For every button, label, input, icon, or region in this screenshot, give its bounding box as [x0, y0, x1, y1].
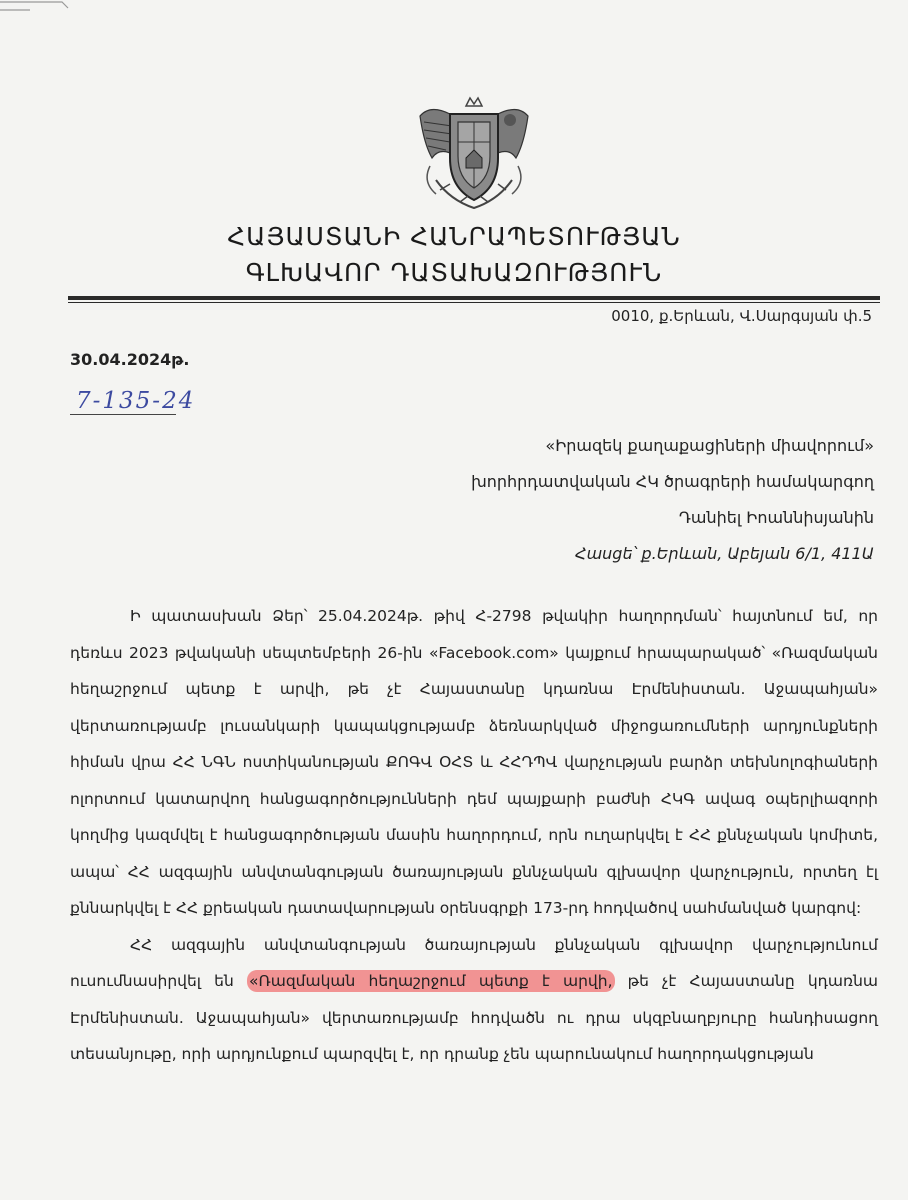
header-rule-thick — [68, 296, 880, 300]
letter-body — [70, 598, 878, 1073]
registration-number — [70, 386, 196, 418]
registration-number-text: 7-135-24 — [76, 388, 196, 414]
paragraph-1: Ի պատասխան Ձեր՝ 25.04.2024թ. թիվ Հ-2798 թվակիր հաղորդման՝ հայտնում եմ, որ դեռևս 2023 թվականի սեպտեմբերի 26-ին «Facebook.com» կայքում հրապարակած՝ «Ռազմական հեղաշրջում պետք է արվի, թե չէ Հայաստանը կդառնա Էրմենիստան. Աջապահյան» վերտառությամբ լուսանկարի կապակցությամբ ձեռնարկված միջոցառումների արդյունքների հիման վրա ՀՀ ՆԳՆ ոստիկանության ՔՈԳՎ ՕՀՏ և ՀՀԴՊՎ վարչության բարձր տեխնոլոգիաների ոլորտում կատարվող հանցագործությունների դեմ պայքարի բաժնի ՀԿԳ ավագ օպերլիազորի կողմից կազմվել է հանցագործության մասին հաղորդում, որն ուղարկվել է ՀՀ քննչական կոմիտե, ապա՝ ՀՀ ազգային անվտանգության ծառայության քննչական գլխավոր վարչություն, որտեղ էլ քննարկվել է ՀՀ քրեական դատավարության օրենսգրքի 173-րդ հոդվածով սահմանված կարգով: — [70, 607, 878, 917]
org-name-line1: ՀԱՅԱՍՏԱՆԻ ՀԱՆՐԱՊԵՏՈՒԹՅԱՆ — [227, 222, 681, 251]
header-rule-thin — [68, 302, 880, 303]
org-address: 0010, ք.Երևան, Վ.Սարգսյան փ.5 — [611, 307, 872, 325]
document-date: 30.04.2024թ. — [70, 350, 190, 369]
recipient-org: «Իրազեկ քաղաքացիների միավորում» — [545, 436, 874, 455]
recipient-name: Դանիել Իոաննիսյանին — [678, 508, 874, 527]
org-name-line2: ԳԼԽԱՎՈՐ ԴԱՏԱԽԱԶՈՒԹՅՈՒՆ — [245, 258, 663, 287]
highlighted-quote: «Ռազմական հեղաշրջում պետք է արվի, — [248, 972, 613, 990]
paragraph-2-rest: թե չէ Հայաստանը կդառնա Էրմենիստան. Աջապահյան» վերտառությամբ հոդվածն ու դրա սկզբնաղբյուրը հանդիսացող տեսանյութը, որի արդյունքում պարզվել է, որ դրանք չեն պարունակում հաղորդակցության — [70, 972, 878, 1063]
registration-underline — [70, 414, 176, 415]
coat-of-arms-icon — [410, 96, 538, 214]
pencil-mark — [0, 0, 80, 30]
recipient-address: Հասցե՝ ք.Երևան, Աբեյան 6/1, 411Ա — [575, 544, 874, 563]
paragraph-2-start: ՀՀ ազգային անվտանգության ծառայության քննչական գլխավոր վարչությունում ուսումնասիրվել են — [70, 935, 878, 990]
recipient-position: խորհրդատվական ՀԿ ծրագրերի համակարգող — [471, 472, 874, 491]
paragraph-2 — [70, 927, 878, 1073]
